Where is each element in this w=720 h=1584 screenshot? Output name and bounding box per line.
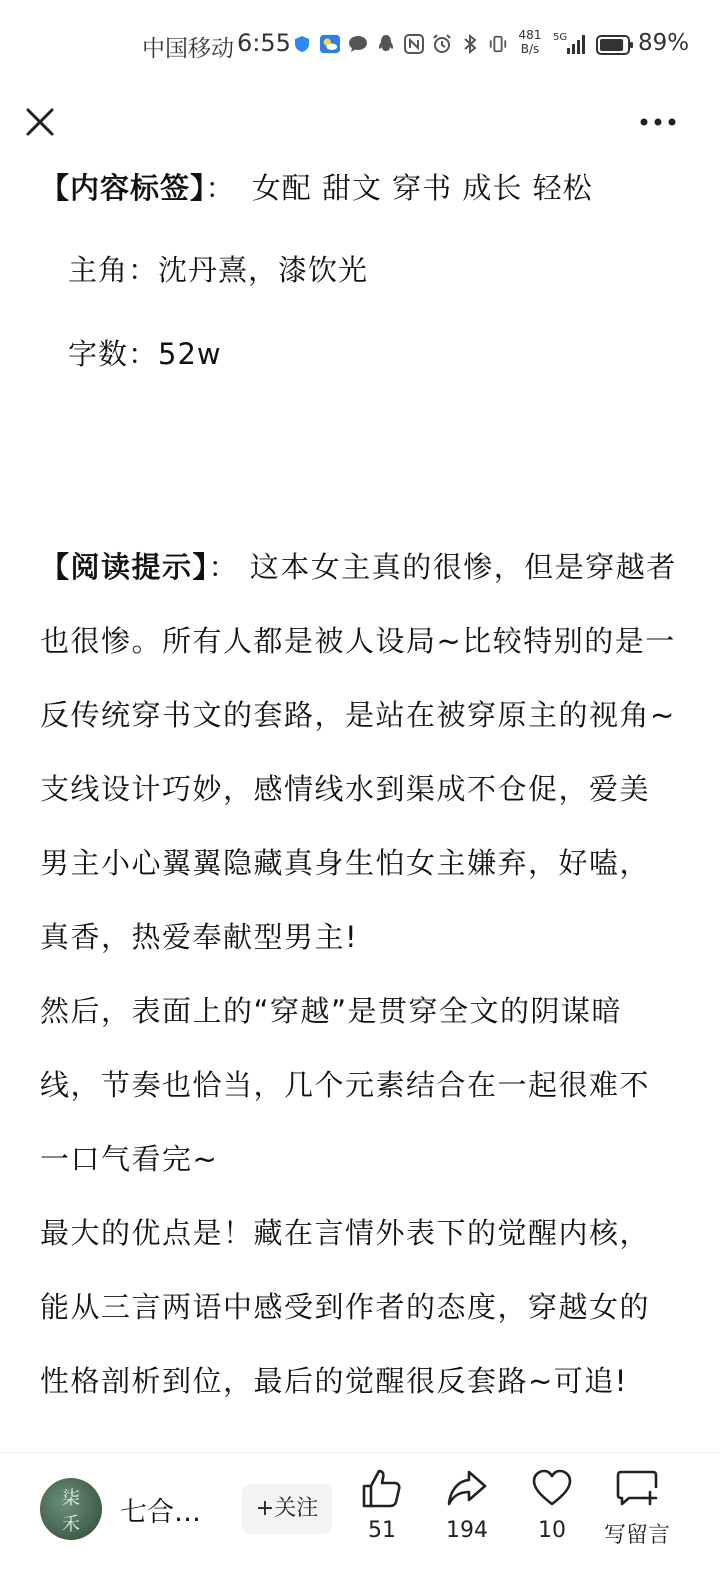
comment-label: 写留言 — [603, 1523, 670, 1548]
shield-icon — [292, 34, 312, 54]
more-icon — [636, 110, 680, 134]
network-speed-unit: B/s — [520, 42, 540, 56]
share-count: 194 — [446, 1518, 488, 1543]
share-icon — [445, 1466, 489, 1510]
more-button[interactable] — [636, 110, 680, 134]
tags-separator: ： — [205, 171, 236, 205]
tags-label: 【内容标签】 — [40, 171, 206, 205]
tips-paragraph: 最大的优点是！藏在言情外表下的觉醒内核，能从三言两语中感受到作者的态度，穿越女的性格剖析到位，最后的觉醒很反套路~可追! — [40, 1216, 651, 1398]
alarm-icon — [432, 34, 452, 54]
word-count-line: 字数：52w — [68, 337, 222, 371]
content-tags-line — [40, 168, 593, 208]
weather-icon — [320, 34, 340, 54]
comment-button[interactable] — [597, 1466, 677, 1548]
like-button[interactable] — [342, 1466, 422, 1543]
carrier-label: 中国移动 — [142, 36, 234, 62]
signal-icon — [553, 30, 589, 60]
reading-tips — [40, 530, 680, 1418]
signal-label: 5G — [553, 32, 568, 43]
close-button[interactable] — [22, 104, 58, 140]
vibrate-icon — [488, 34, 508, 54]
thumbs-up-icon — [360, 1466, 404, 1510]
avatar-char-1: 柒 — [62, 1488, 80, 1509]
top-bar — [0, 90, 720, 160]
heart-icon — [530, 1466, 574, 1510]
message-icon — [348, 34, 368, 54]
status-bar — [0, 0, 720, 90]
avatar-char-2: 禾 — [62, 1514, 80, 1535]
follow-button[interactable]: +关注 — [242, 1484, 332, 1534]
tips-label: 【阅读提示】 — [40, 550, 209, 584]
battery-percent: 89% — [638, 30, 690, 56]
tips-paragraph: 然后，表面上的“穿越”是贯穿全文的阴谋暗线，节奏也恰当，几个元素结合在一起很难不一口气看完~ — [40, 994, 651, 1176]
author-name[interactable]: 七合… — [120, 1497, 201, 1528]
close-icon — [22, 104, 58, 140]
nfc-icon — [404, 34, 424, 54]
bluetooth-icon — [460, 34, 480, 54]
qq-icon — [376, 34, 396, 54]
clock: 6:55 — [237, 29, 291, 57]
network-speed-value: 481 — [518, 28, 542, 42]
favorite-count: 10 — [538, 1518, 566, 1543]
tips-paragraph — [40, 530, 680, 974]
tags-value: 女配 甜文 穿书 成长 轻松 — [251, 171, 593, 205]
like-count: 51 — [368, 1518, 396, 1543]
tips-text-1: 这本女主真的很惨，但是穿越者也很惨。所有人都是被人设局~比较特别的是一反传统穿书文的套路，是站在被穿原主的视角~支线设计巧妙，感情线水到渠成不仓促，爱美男主小心翼翼隐藏真身生怕女主嫌弃，好嗑，真香，热爱奉献型男主! — [40, 550, 677, 954]
battery-icon — [596, 35, 634, 59]
notification-icons — [292, 34, 508, 54]
share-button[interactable] — [427, 1466, 507, 1543]
tips-separator: ： — [208, 550, 240, 584]
favorite-button[interactable] — [512, 1466, 592, 1543]
comment-icon — [615, 1466, 659, 1510]
avatar[interactable] — [40, 1478, 102, 1540]
protagonist-line: 主角：沈丹熹，漆饮光 — [68, 253, 369, 287]
network-speed — [515, 28, 545, 56]
